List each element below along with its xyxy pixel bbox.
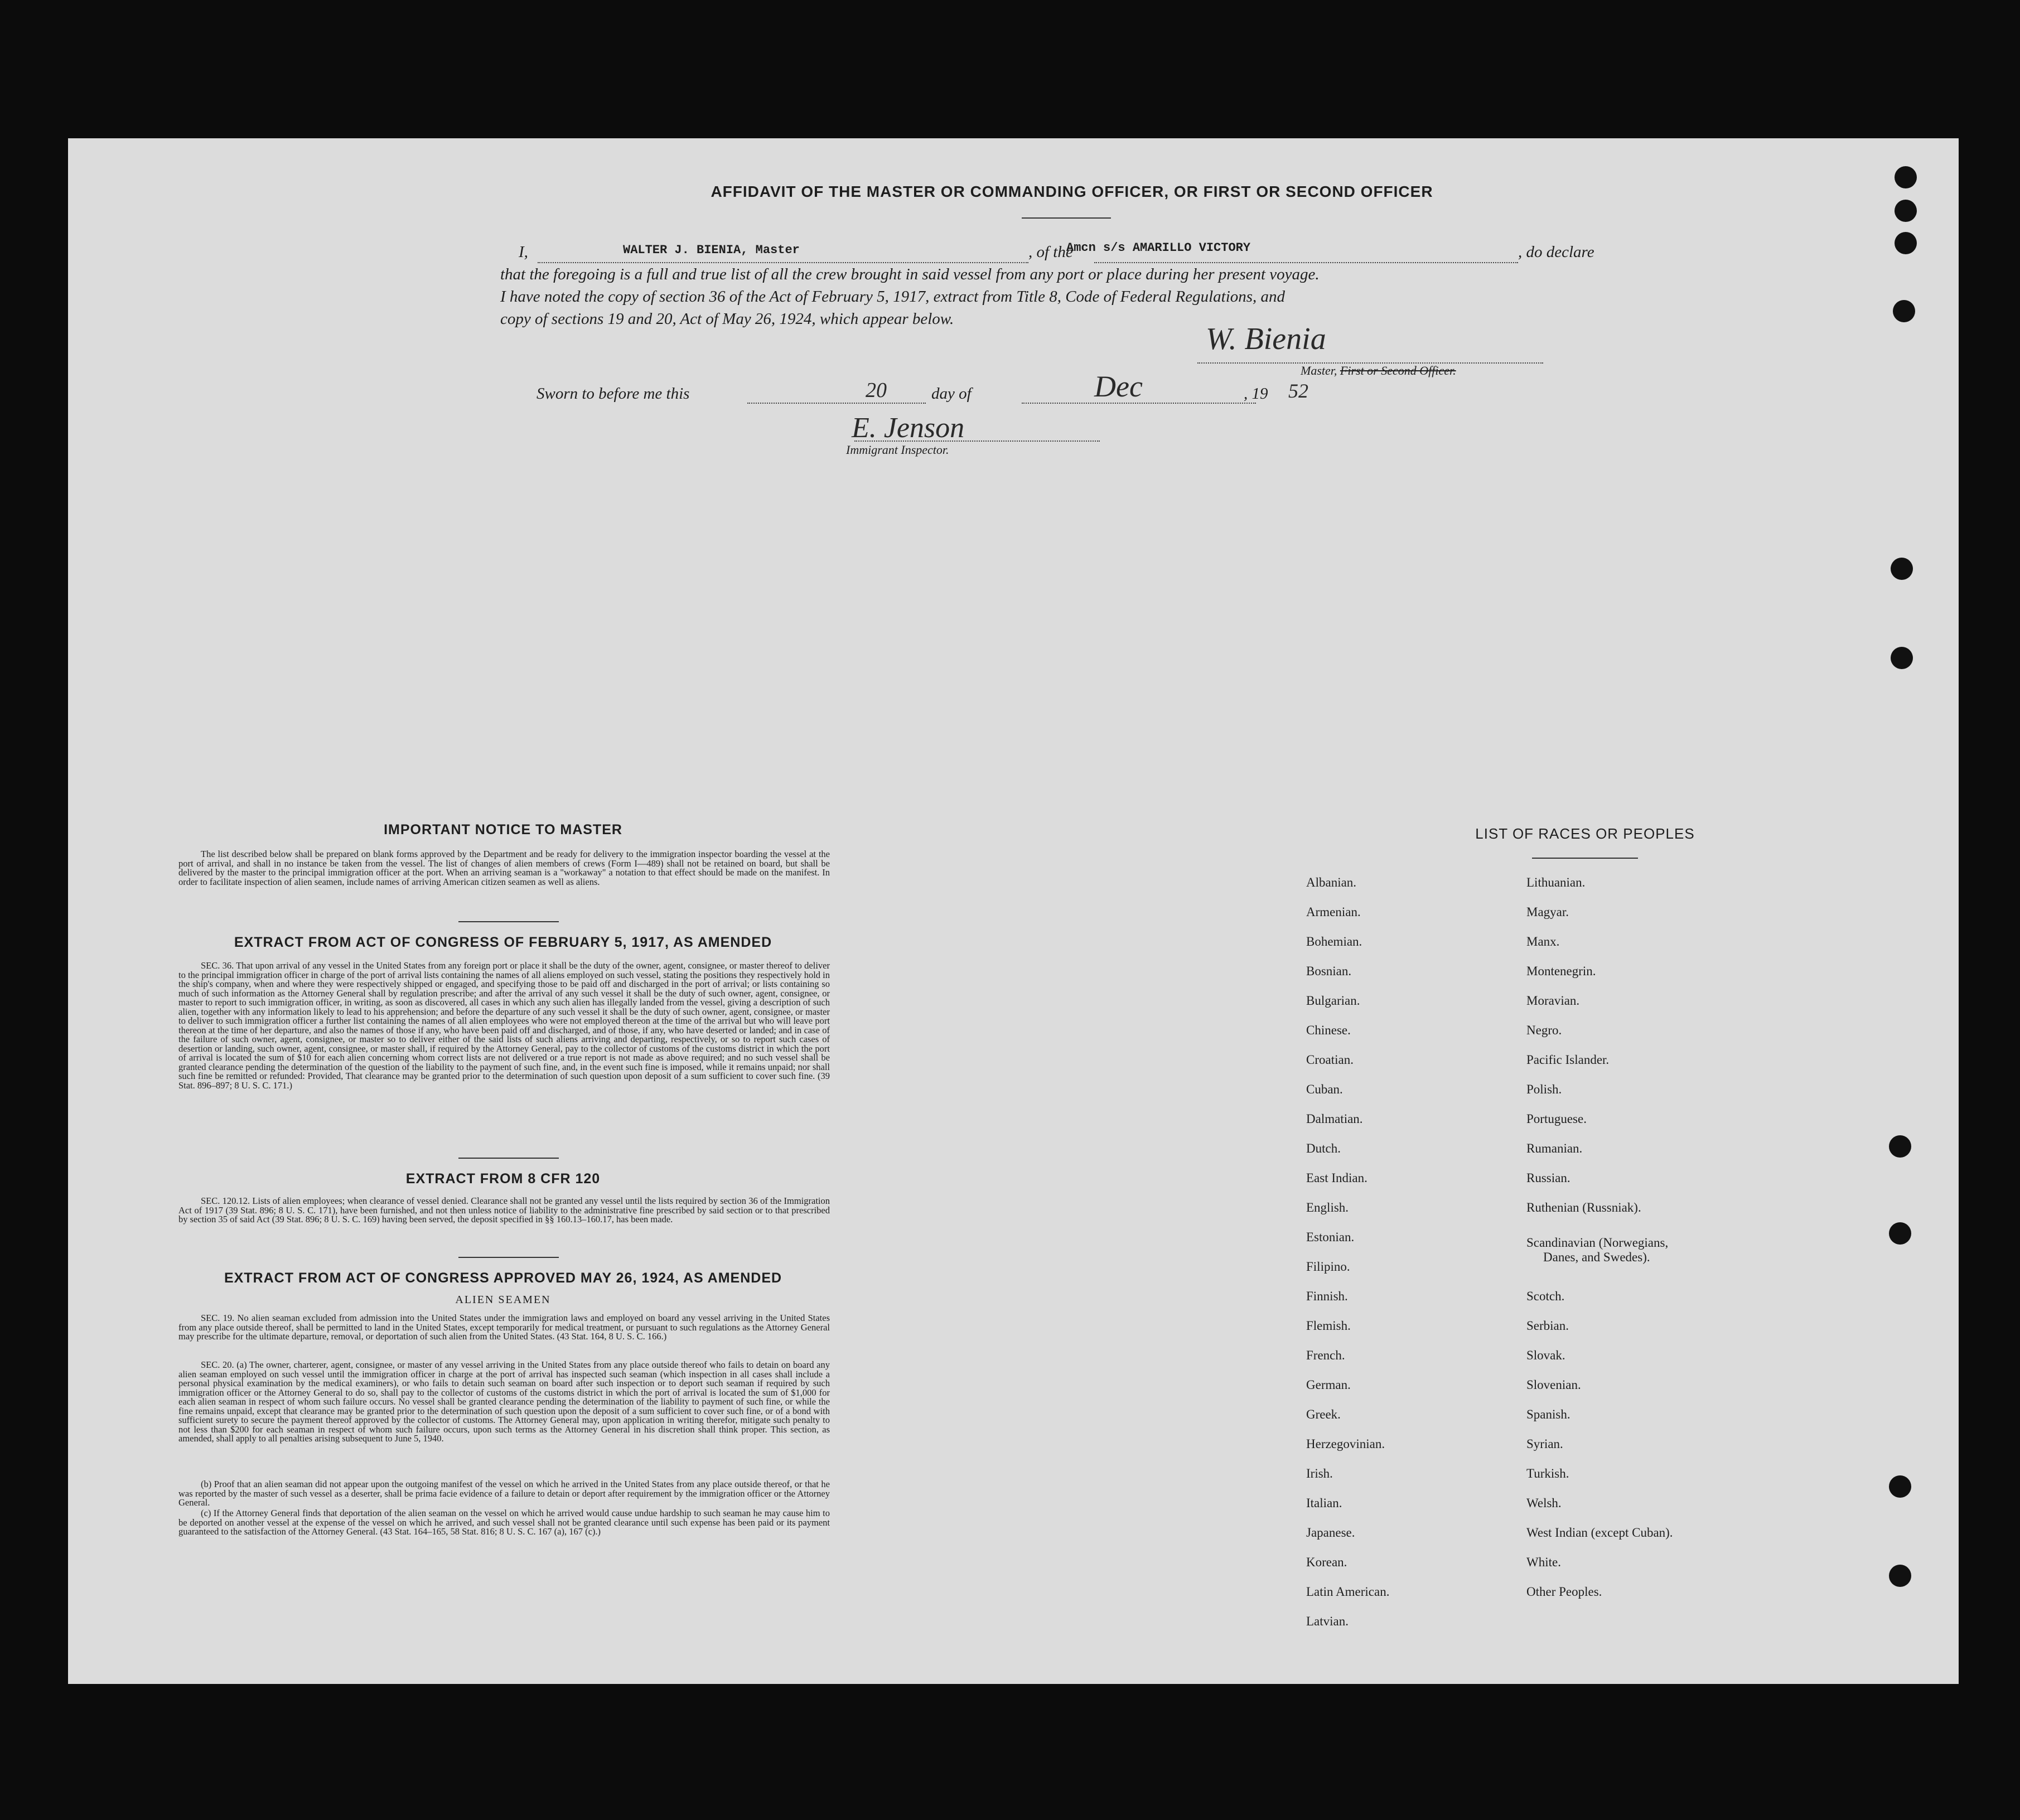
- inspector-signature: E. Jenson: [852, 412, 965, 444]
- extract-cfr-title: EXTRACT FROM 8 CFR 120: [405, 1171, 601, 1187]
- race-item: West Indian (except Cuban).: [1526, 1526, 1673, 1540]
- race-item: Turkish.: [1526, 1466, 1569, 1480]
- section-rule: [458, 1257, 559, 1258]
- binder-hole: [1891, 558, 1913, 580]
- race-item: Russian.: [1526, 1171, 1570, 1185]
- extract-1917-text: SEC. 36. That upon arrival of any vessel in the United States from any foreign port or place it shall be the duty of the owner, agent, consignee, or master thereof to deliver to the principal immigration officer in charge of the port of arrival lists containing the names of all aliens employed on such vessel, stating the positions they respectively hold in the ship's company, when and where they were respectively shipped or engaged, and specifying those to be paid off and discharged in the port of arrival; or lists containing so much of such information as the Attorney General shall by regulation prescribe; and after the arrival of any such vessel it shall be the duty of such owner, agent, consignee, or master to report to such immigration officer, in writing, as soon as discovered, all cases in which any such alien has illegally landed from the vessel, giving a description of such alien, together with any information likely to lead to his apprehension; and before the departure of any such vessel it shall be the duty of such owner, agent, consignee, or master to deliver to such immigration officer a further list containing the names of all alien employees who were not employed thereon at the time of the arrival but who will leave port thereon at the time of her departure, and also the names of those if any, who have been paid off and discharged, and of those, if any, who have deserted or landed; and in case of the failure of such owner, agent, consignee, or master so to deliver either of the said lists of such aliens arriving and departing, respectively, or so to report such cases of desertion or landing, such owner, agent, consignee, or master shall, if required by the Attorney General, pay to the collector of customs of the customs district in which the port of arrival is located the sum of $10 for each alien concerning whom correct lists are not delivered or a true report is not made as above required; and no such vessel shall be granted clearance pending the determination of the question of the liability to the payment of such fine, and, in the event such fine is imposed, while it remains unpaid; nor shall such fine be remitted or refunded: Provided, That clearance may be granted prior to the determination of such question upon deposit of a sum sufficient to cover such fine. (39 Stat. 896–897; 8 U. S. C. 171.): [178, 960, 830, 1091]
- race-item: Lithuanian.: [1526, 875, 1586, 889]
- race-item: Polish.: [1526, 1082, 1562, 1096]
- race-item: Scandinavian (Norwegians,: [1526, 1236, 1669, 1250]
- race-item: Flemish.: [1306, 1319, 1351, 1333]
- race-item: Slovak.: [1526, 1348, 1565, 1362]
- extract-1924-sec19: SEC. 19. No alien seaman excluded from admission into the United States under the immigration laws and employed on board any vessel arriving in the United States from any place outside thereof, shall be permitted to land in the United States, except temporarily for medical treatment, or pursuant to such regulations as the Attorney General may prescribe for the ultimate departure, removal, or deportation of such alien from the United States. (43 Stat. 164, 8 U. S. C. 166.): [178, 1313, 830, 1342]
- race-item: Negro.: [1526, 1023, 1562, 1037]
- year-prefix: , 19: [1244, 385, 1268, 403]
- race-item: Croatian.: [1306, 1053, 1354, 1067]
- master-name: WALTER J. BIENIA, Master: [623, 243, 800, 257]
- binder-hole: [1889, 1222, 1911, 1245]
- extract-1924-sec20c: (c) If the Attorney General finds that deportation of the alien seaman on the vessel on which he arrived would cause undue hardship to such seaman he may cause him to be deported on another vessel at the expense of the vessel on which he arrived, and such vessel shall not be granted clearance until such expense has been paid or its payment guaranteed to the satisfaction of the Attorney General. (43 Stat. 164–165, 58 Stat. 816; 8 U. S. C. 167 (a), 167 (c).): [178, 1508, 830, 1537]
- sworn-month: Dec: [1094, 370, 1143, 403]
- vessel-name: Amcn s/s AMARILLO VICTORY: [1066, 241, 1251, 255]
- day-of-label: day of: [931, 385, 972, 403]
- race-item: Italian.: [1306, 1496, 1342, 1510]
- race-item: Magyar.: [1526, 905, 1569, 919]
- notice-text: The list described below shall be prepared on blank forms approved by the Department and be ready for delivery to the immigration inspector boarding the vessel at the port of arrival, and shall in no instance be taken from the vessel. The list of changes of alien members of crews (Form I—489) shall not be retained on board, but shall be delivered by the master to the principal immigration officer at the port. When an arriving seaman is a "workaway" a notation to that effect should be made on the manifest. In order to facilitate inspection of alien seamen, include names of arriving American citizen seamen as well as aliens.: [178, 849, 830, 887]
- binder-hole: [1891, 647, 1913, 669]
- master-title-label: [1301, 364, 1456, 378]
- struck-officer-label: First or Second Officer.: [1340, 364, 1456, 377]
- binder-hole: [1889, 1475, 1911, 1498]
- race-item: Scotch.: [1526, 1289, 1565, 1303]
- race-item: Bulgarian.: [1306, 994, 1360, 1008]
- race-item: Herzegovinian.: [1306, 1437, 1385, 1451]
- binder-hole: [1895, 232, 1917, 254]
- aff-of-the: , of the: [1028, 243, 1073, 261]
- notice-title: IMPORTANT NOTICE TO MASTER: [384, 822, 622, 838]
- extract-1924-title: EXTRACT FROM ACT OF CONGRESS APPROVED MAY 26, 1924, AS AMENDED: [224, 1270, 782, 1286]
- race-item: Japanese.: [1306, 1526, 1355, 1540]
- race-item: Greek.: [1306, 1407, 1341, 1421]
- race-item: Montenegrin.: [1526, 964, 1596, 978]
- affidavit-title: AFFIDAVIT OF THE MASTER OR COMMANDING OFFICER, OR FIRST OR SECOND OFFICER: [711, 183, 1433, 200]
- race-item: Cuban.: [1306, 1082, 1343, 1096]
- section-rule: [458, 1158, 559, 1159]
- race-item: Serbian.: [1526, 1319, 1569, 1333]
- race-item: Latvian.: [1306, 1614, 1349, 1628]
- race-item: Rumanian.: [1526, 1141, 1583, 1155]
- extract-1917-title: EXTRACT FROM ACT OF CONGRESS OF FEBRUARY 5, 1917, AS AMENDED: [234, 935, 772, 950]
- sworn-day: 20: [866, 379, 887, 402]
- race-item: English.: [1306, 1201, 1349, 1214]
- race-item: Moravian.: [1526, 994, 1580, 1008]
- aff-line-3: I have noted the copy of section 36 of the Act of February 5, 1917, extract from Title 8, Code of Federal Regulations, and: [500, 288, 1286, 306]
- binder-hole: [1895, 166, 1917, 188]
- master-label: Master,: [1301, 364, 1340, 377]
- aff-line-2: that the foregoing is a full and true list of all the crew brought in said vessel from any port or place during her present voyage.: [500, 265, 1320, 283]
- races-title: LIST OF RACES OR PEOPLES: [1475, 825, 1695, 842]
- binder-hole: [1895, 200, 1917, 222]
- race-item: Estonian.: [1306, 1230, 1355, 1244]
- race-item: Armenian.: [1306, 905, 1361, 919]
- races-title-rule: [1532, 858, 1638, 859]
- extract-1924-sec20b: (b) Proof that an alien seaman did not appear upon the outgoing manifest of the vessel on which he arrived in the United States from any place outside thereof, or that he was reported by the master of such vessel as a deserter, shall be prima facie evidence of a failure to detain or deport after requirement by the immigration officer or the Attorney General.: [178, 1479, 830, 1508]
- title-rule: [1022, 217, 1111, 219]
- inspector-label: Immigrant Inspector.: [846, 443, 949, 457]
- race-item: Pacific Islander.: [1526, 1053, 1610, 1067]
- inspector-signature-line: [854, 441, 1100, 442]
- aff-line-4: copy of sections 19 and 20, Act of May 26, 1924, which appear below.: [500, 310, 954, 328]
- race-item: Other Peoples.: [1526, 1585, 1602, 1599]
- extract-1924-sec20a: SEC. 20. (a) The owner, charterer, agent, consignee, or master of any vessel arriving in the United States from any place outside thereof who fails to detain on board any alien seaman employed on such vessel until the immigration officer in charge at the port of arrival has inspected such seaman (which inspection in all cases shall include a personal physical examination by the medical examiners), or who fails to detain such seaman on board after such inspection or to deport such seaman if required by such immigration officer or the Attorney General to do so, shall pay to the collector of customs of the customs district in which the port of arrival is located the sum of $1,000 for each alien seaman in respect of whom such failure occurs. No vessel shall be granted clearance pending the determination of the liability to payment of such fine, or while the fine remains unpaid, except that clearance may be granted prior to the determination of such question upon the deposit of a sum sufficient to cover such fine, or of a bond with sufficient surety to secure the payment thereof approved by the collector of customs. The Attorney General may, upon application in writing therefor, mitigate such penalty to not less than $200 for each seaman in respect of whom such failure occurs, upon such terms as the Attorney General in his discretion shall think proper. This section, as amended, shall apply to all penalties arising subsequent to June 5, 1940.: [178, 1359, 830, 1444]
- race-item: White.: [1526, 1555, 1561, 1569]
- race-item: Dutch.: [1306, 1141, 1341, 1155]
- race-item: Manx.: [1526, 935, 1560, 948]
- race-item: Filipino.: [1306, 1260, 1350, 1274]
- race-item: Finnish.: [1306, 1289, 1348, 1303]
- race-item: Korean.: [1306, 1555, 1347, 1569]
- document-sheet: [68, 138, 1959, 1684]
- sworn-prefix: Sworn to before me this: [537, 385, 690, 403]
- binder-hole: [1889, 1135, 1911, 1158]
- race-item: Dalmatian.: [1306, 1112, 1363, 1126]
- race-item: French.: [1306, 1348, 1345, 1362]
- vessel-line: [1094, 262, 1518, 263]
- race-item: Bosnian.: [1306, 964, 1352, 978]
- sworn-year: 52: [1288, 380, 1308, 402]
- alien-seamen-subtitle: ALIEN SEAMEN: [455, 1294, 551, 1306]
- race-item: Spanish.: [1526, 1407, 1570, 1421]
- race-item: Ruthenian (Russniak).: [1526, 1201, 1641, 1214]
- race-item: Syrian.: [1526, 1437, 1563, 1451]
- race-item: Bohemian.: [1306, 935, 1362, 948]
- race-item: Latin American.: [1306, 1585, 1390, 1599]
- race-item: Irish.: [1306, 1466, 1333, 1480]
- extract-cfr-text: SEC. 120.12. Lists of alien employees; when clearance of vessel denied. Clearance shall not be granted any vessel until the lists required by section 36 of the Immigration Act of 1917 (39 Stat. 896; 8 U. S. C. 171), have been furnished, and not then unless notice of liability to the administrative fine prescribed by said section or to that prescribed by section 35 of said Act (39 Stat. 896; 8 U. S. C. 169) having been served, the deposit specified in §§ 160.13–160.17, has been made.: [178, 1195, 830, 1224]
- master-signature: W. Bienia: [1206, 322, 1326, 356]
- race-item: German.: [1306, 1378, 1351, 1392]
- race-item: Danes, and Swedes).: [1543, 1250, 1650, 1264]
- race-item: Slovenian.: [1526, 1378, 1581, 1392]
- binder-hole: [1893, 300, 1915, 322]
- race-item: Albanian.: [1306, 875, 1357, 889]
- section-rule: [458, 921, 559, 922]
- race-item: Welsh.: [1526, 1496, 1562, 1510]
- master-name-line: [538, 262, 1028, 263]
- race-item: Portuguese.: [1526, 1112, 1587, 1126]
- race-item: East Indian.: [1306, 1171, 1367, 1185]
- sworn-day-line: [747, 403, 926, 404]
- binder-hole: [1889, 1565, 1911, 1587]
- aff-do-declare: , do declare: [1518, 243, 1594, 261]
- aff-i-label: I,: [519, 243, 528, 261]
- race-item: Chinese.: [1306, 1023, 1351, 1037]
